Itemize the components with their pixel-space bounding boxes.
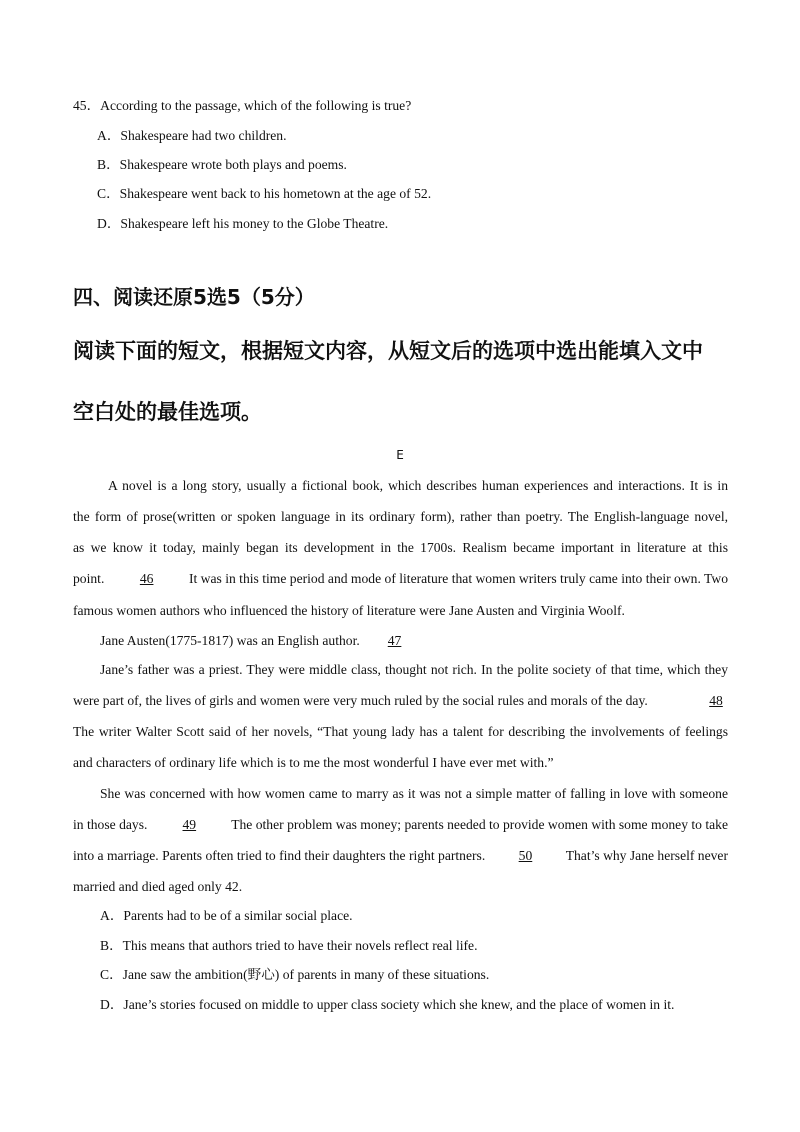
- q45-option-b: B．Shakespeare wrote both plays and poems.: [97, 157, 347, 172]
- section-title: 四、阅读还原5选5（5分）: [73, 285, 315, 309]
- choice-a: A．Parents had to be of a similar social place.: [100, 908, 353, 923]
- passage-letter: E: [396, 448, 404, 462]
- passage-p1-line5: famous women authors who influenced the history of literature were Jane Austen and Virginia Woolf.: [73, 603, 625, 618]
- q45-option-c: C．Shakespeare went back to his hometown at the age of 52.: [97, 186, 432, 201]
- passage-p4-line4: married and died aged only 42.: [73, 879, 243, 894]
- passage-text: It was in this time period and mode of literature that women writers truly came into their own. Two: [188, 571, 728, 586]
- passage-p1-line1: A novel is a long story, usually a fictional book, which describes human experiences and interactions. It is in: [108, 478, 728, 493]
- blank-50: 50: [518, 848, 533, 863]
- blank-48: 48: [709, 693, 723, 708]
- section-instruction-line2: 空白处的最佳选项。: [73, 400, 262, 424]
- passage-text: were part of, the lives of girls and women were very much ruled by the social rules and morals of the day.: [73, 693, 648, 708]
- passage-p1-line3: as we know it today, mainly began its development in the 1700s. Realism became important in literature at this: [73, 540, 728, 555]
- blank-47: 47: [387, 633, 402, 648]
- passage-text: point.: [73, 571, 105, 586]
- passage-p4-line3: [73, 847, 728, 865]
- blank-46: 46: [139, 571, 154, 586]
- passage-text: into a marriage. Parents often tried to find their daughters the right partners.: [73, 848, 486, 863]
- passage-p4-line1: She was concerned with how women came to marry as it was not a simple matter of falling in love with someone: [100, 786, 728, 801]
- passage-p1-line4: [73, 570, 728, 588]
- passage-text: The other problem was money; parents needed to provide women with some money to take: [231, 817, 728, 832]
- passage-p3-line4: and characters of ordinary life which is to me the most wonderful I have ever met with.”: [73, 755, 554, 770]
- q45-option-d: D．Shakespeare left his money to the Globe Theatre.: [97, 216, 389, 231]
- passage-text: That’s why Jane herself never: [565, 848, 728, 863]
- passage-p3-line2: [73, 692, 741, 710]
- passage-p4-line2: [73, 816, 728, 834]
- blank-49: 49: [182, 817, 197, 832]
- passage-p1-line2: the form of prose(written or spoken language in its ordinary form), rather than poetry. The English-language novel,: [73, 509, 728, 524]
- question-45-stem: 45．According to the passage, which of the following is true?: [73, 98, 412, 113]
- passage-p3-line1: Jane’s father was a priest. They were middle class, thought not rich. In the polite society of that time, which they: [100, 662, 728, 677]
- q45-option-a: A．Shakespeare had two children.: [97, 128, 287, 143]
- passage-p2-line1: [100, 632, 423, 650]
- choice-b: B．This means that authors tried to have their novels reflect real life.: [100, 938, 478, 953]
- section-instruction-line1: 阅读下面的短文，根据短文内容，从短文后的选项中选出能填入文中: [73, 339, 703, 363]
- choice-d: D．Jane’s stories focused on middle to upper class society which she knew, and the place of women in it.: [100, 997, 675, 1012]
- passage-text: Jane Austen(1775-1817) was an English author.: [100, 633, 360, 648]
- choice-c: C．Jane saw the ambition(野心) of parents in many of these situations.: [100, 967, 490, 982]
- passage-text: in those days.: [73, 817, 148, 832]
- passage-p3-line3: The writer Walter Scott said of her novels, “That young lady has a talent for describing the involvements of feelings: [73, 724, 728, 739]
